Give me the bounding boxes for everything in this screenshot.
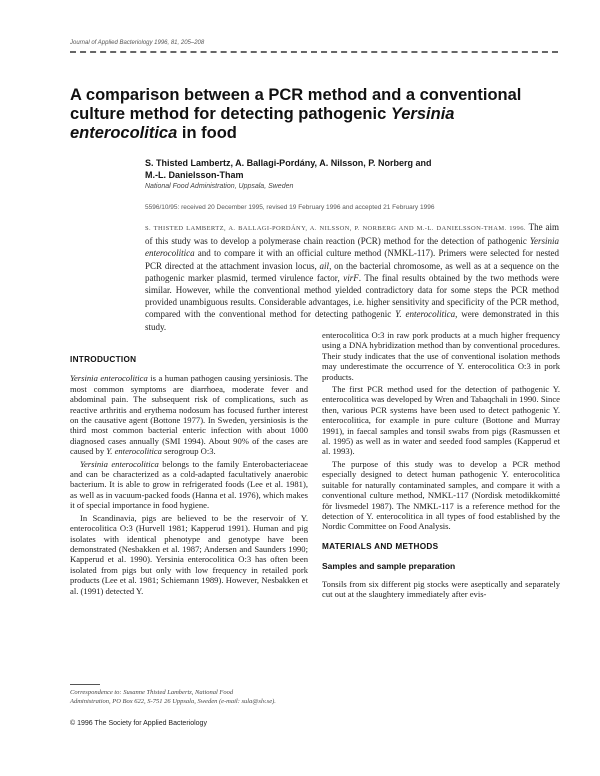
intro-p1-italic: Yersinia enterocolitica (70, 373, 148, 384)
abstract-lead: S. THISTED LAMBERTZ, A. BALLAGI-PORDÁNY, A. NILSSON, P. NORBERG AND M.-L. DANIELSSON-THAM. 1996. (145, 225, 526, 232)
abstract-italic-1: Yersinia enterocolitica (145, 236, 559, 259)
correspondence-line-1: Correspondence to: Susanne Thisted Lambertz, National Food (70, 689, 234, 696)
right-paragraph-2: The first PCR method used for the detection of pathogenic Y. enterocolitica was developed by Wren and Tabaqchali in 1990. Since then, various PCR systems have been used to detect pathogenic Y. enterocolitica, for example in pure culture (Bottone and Murray 1991), in faecal samples and tonsil swabs from pigs (Rasmussen et al. 1995) as well as in water and seeded food samples (Kapperud et al. 1993). (322, 384, 560, 457)
intro-p1-italic-2: Y. enterocolitica (106, 446, 162, 457)
right-paragraph-3: The purpose of this study was to develop a PCR method especially designed to detect human pathogenic Y. enterocolitica suitable for naturally contaminated samples, and compare it with a conventional culture method, NMKL-117 (Nordisk metodikkomitté för livsmedel 1987). The NMKL-117 is a reference method for the detection of Y. enterocolitica in all types of food established by the Nordic Committee on Food Analysis. (322, 458, 560, 532)
intro-p2-text: belongs to the family Enterobacteriaceae and can be characterized as a cold-adapted facultatively anaerobic bacterium. It is able to grow in refrigerated foods (Lee et al. 1981), as well as in vacuum-packed foods (Hanna et al. 1976), which makes it of special importance in food hygiene. (70, 458, 308, 511)
intro-p2-italic: Yersinia enterocolitica (80, 458, 159, 469)
abstract-text-2: and to compare it with an official culture method (NMKL-117). Primers were selected for nested PCR directed at the attachment invasion locus, (145, 248, 559, 271)
received-dates: 5596/10/95: received 20 December 1995, revised 19 February 1996 and accepted 21 February 1996 (145, 204, 435, 211)
abstract (145, 221, 559, 333)
abstract-text-4: . The final results obtained by the two methods were similar. However, while the conventional method yielded contradictory data for some steps the PCR method provided unambiguous results. Considerable advantages, i.e. higher sensitivity and specificity of the PCR method, compared with the conventional method for detecting pathogenic (145, 272, 559, 320)
samples-subheading: Samples and sample preparation (322, 561, 456, 572)
intro-paragraph-1 (70, 373, 308, 456)
abstract-text-5: , were demonstrated in this study. (145, 309, 559, 332)
header-rule (70, 51, 558, 53)
intro-paragraph-2 (70, 459, 308, 511)
abstract-text-1: The aim of this study was to develop a polymerase chain reaction (PCR) method for the detection of pathogenic (145, 222, 559, 247)
right-column (322, 330, 560, 601)
title-italic-species: Yersinia enterocolitica (70, 105, 455, 142)
article-title (70, 86, 560, 143)
journal-citation: Journal of Applied Bacteriology 1996, 81, 205–208 (70, 40, 205, 46)
intro-p1-text-2: serogroup O:3. (161, 446, 216, 457)
abstract-text-3: , on the bacterial chromosome, as well as at a sequence on the pathogenic marker plasmid, termed virulence factor, (145, 260, 559, 283)
intro-p1-text: is a human pathogen causing yersiniosis. The most common symptoms are diarrhoea, moderate fever and abdominal pain. The subsequent risk of complications, such as reactive arthritis and erythema nodosum has focused further interest on the causative agent (Bottone 1977). In Sweden, yersiniosis is the third most common bacterial enteric infection with about 1000 diagnosed cases annually (SMI 1994). About 90% of the cases are caused by (70, 373, 309, 457)
intro-paragraph-3: In Scandinavia, pigs are believed to be the reservoir of Y. enterocolitica O:3 (Hurvell 1981; Kapperud 1991). Human and pig isolates with identical phenotype and genotype have been demonstrated (Nesbakken et al. 1987; Andersen and Saunders 1990; Kapperud et al. 1990). Yersinia enterocolitica O:3 has often been isolated from pigs but only with low frequency in retailed pork products (Lee et al. 1981; Schiemann 1989). However, Nesbakken et al. (1991) detected Y. (70, 512, 308, 596)
title-text-end: in food (177, 124, 237, 142)
abstract-italic-3: virF (343, 272, 359, 283)
authors-line-2: M.-L. Danielsson-Tham (145, 170, 244, 180)
left-column (70, 355, 308, 598)
correspondence-note (70, 688, 308, 706)
methods-heading: MATERIALS AND METHODS (322, 541, 439, 551)
affiliation: National Food Administration, Uppsala, Sweden (145, 183, 294, 190)
copyright-notice: © 1996 The Society for Applied Bacteriology (70, 720, 207, 727)
title-text: A comparison between a PCR method and a conventional culture method for detecting pathogenic (70, 86, 522, 123)
author-list (145, 157, 465, 181)
abstract-italic-2: ail (319, 260, 330, 271)
introduction-heading: INTRODUCTION (70, 355, 137, 364)
footnote-rule (70, 684, 100, 685)
authors-line-1: S. Thisted Lambertz, A. Ballagi-Pordány, A. Nilsson, P. Norberg and (145, 158, 432, 168)
right-paragraph-4: Tonsils from six different pig stocks were aseptically and separately cut out at the slaughtery immediately after evis- (322, 578, 560, 599)
right-paragraph-1: enterocolitica O:3 in raw pork products at a much higher frequency using a DNA hybridization method than by conventional procedures. Their study indicates that the use of conventional isolation methods may underestimate the occurrence of Y. enterocolitica O:3 in pork products. (322, 330, 560, 382)
abstract-italic-4: Y. enterocolitica (395, 309, 456, 320)
correspondence-line-2: Administration, PO Box 622, S-751 26 Uppsala, Sweden (e-mail: sula@slv.se). (70, 698, 276, 705)
